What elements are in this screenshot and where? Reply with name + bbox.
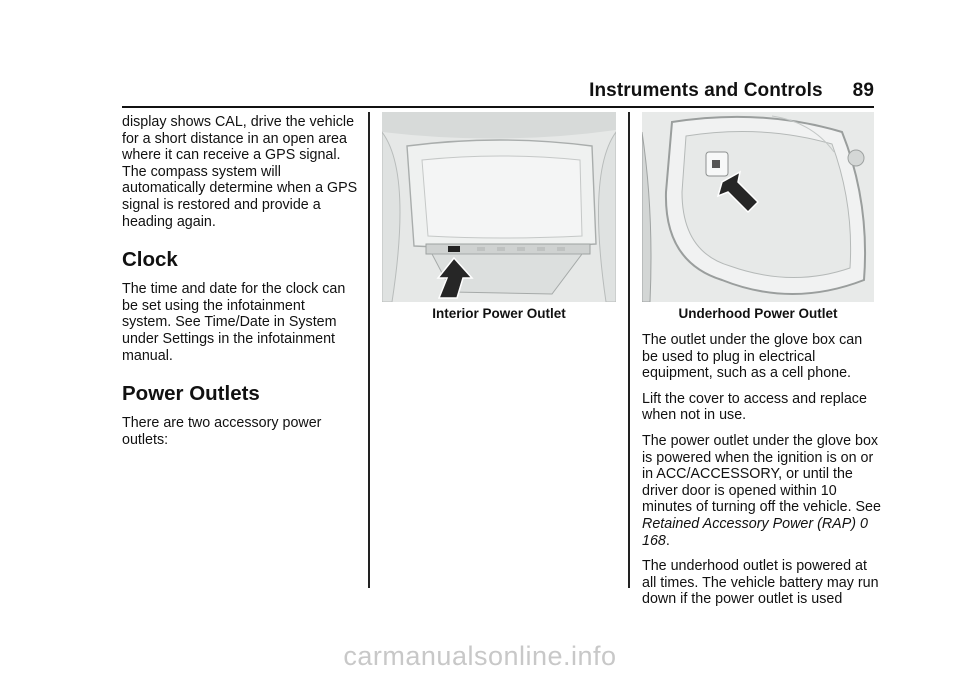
underhood-power-outlet-image: [642, 112, 874, 302]
running-header: [589, 80, 874, 102]
underhood-outlet-caption: Underhood Power Outlet: [678, 306, 838, 321]
compass-continuation-text: display shows CAL, drive the vehicle for a short distance in an open area where it can receive a GPS signal. The compass system will automatically determine when a GPS signal is restored and provide a heading again.: [122, 114, 358, 230]
watermark: carmanualsonline.info: [343, 641, 617, 671]
outlet-use-paragraph: The outlet under the glove box can be used to plug in electrical equipment, such as a cell phone.: [642, 332, 863, 382]
right-column: [642, 332, 882, 617]
power-outlets-paragraph: There are two accessory power outlets:: [122, 415, 322, 448]
page-number: 89: [852, 80, 874, 101]
interior-outlet-caption: Interior Power Outlet: [432, 306, 566, 321]
interior-power-outlet-image: [382, 112, 616, 302]
header-rule: [122, 106, 874, 108]
section-title: Instruments and Controls: [589, 80, 823, 101]
column-divider-right: [628, 112, 630, 588]
underhood-outlet-paragraph: The underhood outlet is powered at all times. The vehicle battery may run down if the power outlet is used: [642, 558, 879, 608]
outlet-power-paragraph: The power outlet under the glove box is powered when the ignition is on or in ACC/ACCESSORY, or until the driver door is opened within 10 minutes of turning off the vehicle. See Retained Accessory Power (RAP) 0 168.: [642, 432, 881, 549]
clock-heading: Clock: [122, 248, 178, 272]
column-divider-left: [368, 112, 370, 588]
clock-paragraph: The time and date for the clock can be set using the infotainment system. See Time/Date in System under Settings in the infotainment manual.: [122, 281, 346, 364]
rap-link[interactable]: Retained Accessory Power (RAP) 0 168: [642, 515, 868, 549]
outlet-cover-paragraph: Lift the cover to access and replace when not in use.: [642, 390, 867, 424]
power-outlets-heading: Power Outlets: [122, 382, 260, 406]
left-column: [122, 114, 358, 457]
page-ref-symbol: 0: [859, 515, 868, 532]
page-ref-number: 168: [642, 532, 666, 549]
